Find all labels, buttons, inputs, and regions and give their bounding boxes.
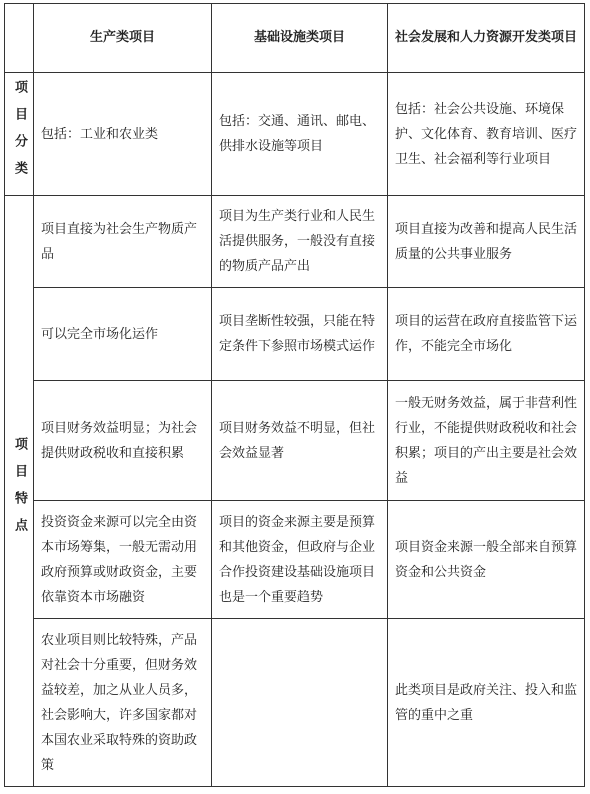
feature-social: 项目的运营在政府直接监管下运作，不能完全市场化 xyxy=(388,288,585,381)
feature-social: 此类项目是政府关注、投入和监管的重中之重 xyxy=(388,619,585,787)
feature-row xyxy=(5,619,585,787)
feature-infrastructure: 项目垄断性较强，只能在特定条件下参照市场模式运作 xyxy=(212,288,388,381)
feature-production: 项目直接为社会生产物质产品 xyxy=(34,196,212,288)
row-label-classification: 项目分类 xyxy=(12,80,27,188)
corner-cell xyxy=(5,4,34,73)
feature-social: 项目资金来源一般全部来自预算资金和公共资金 xyxy=(388,501,585,619)
classification-social: 包括：社会公共设施、环境保护、文化体育、教育培训、医疗卫生、社会福利等行业项目 xyxy=(388,73,585,196)
feature-production: 农业项目则比较特殊，产品对社会十分重要，但财务效益较差，加之从业人员多，社会影响大，许多国家都对本国农业采取特殊的资助政策 xyxy=(34,619,212,787)
classification-production: 包括：工业和农业类 xyxy=(34,73,212,196)
classification-row xyxy=(5,73,585,196)
feature-social: 一般无财务效益，属于非营利性行业，不能提供财政税收和社会积累；项目的产出主要是社会效益 xyxy=(388,381,585,501)
header-social: 社会发展和人力资源开发类项目 xyxy=(388,4,585,73)
feature-row xyxy=(5,501,585,619)
classification-infrastructure: 包括：交通、通讯、邮电、供排水设施等项目 xyxy=(212,73,388,196)
project-comparison-table xyxy=(4,3,585,787)
feature-infrastructure: 项目财务效益不明显，但社会效益显著 xyxy=(212,381,388,501)
feature-row xyxy=(5,196,585,288)
row-label-features: 项目特点 xyxy=(12,437,27,545)
header-production: 生产类项目 xyxy=(34,4,212,73)
feature-production: 可以完全市场化运作 xyxy=(34,288,212,381)
row-label-features-cell xyxy=(5,196,34,787)
feature-row xyxy=(5,288,585,381)
feature-infrastructure xyxy=(212,619,388,787)
feature-production: 投资资金来源可以完全由资本市场筹集，一般无需动用政府预算或财政资金，主要依靠资本市场融资 xyxy=(34,501,212,619)
feature-infrastructure: 项目的资金来源主要是预算和其他资金，但政府与企业合作投资建设基础设施项目也是一个重要趋势 xyxy=(212,501,388,619)
header-infrastructure: 基础设施类项目 xyxy=(212,4,388,73)
feature-social: 项目直接为改善和提高人民生活质量的公共事业服务 xyxy=(388,196,585,288)
feature-infrastructure: 项目为生产类行业和人民生活提供服务，一般没有直接的物质产品产出 xyxy=(212,196,388,288)
feature-row xyxy=(5,381,585,501)
row-label-classification-cell xyxy=(5,73,34,196)
header-row xyxy=(5,4,585,73)
feature-production: 项目财务效益明显；为社会提供财政税收和直接积累 xyxy=(34,381,212,501)
